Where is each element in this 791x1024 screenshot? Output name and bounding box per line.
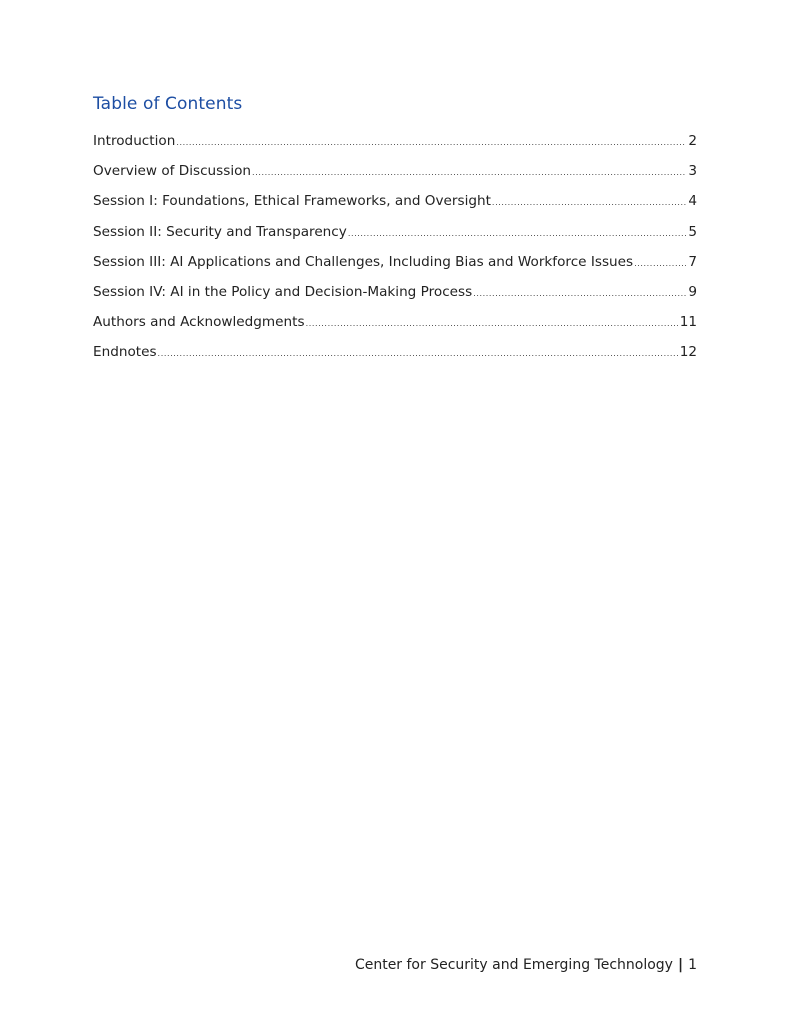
footer-page-number: 1 [688,957,697,973]
toc-entry-label: Session II: Security and Transparency [93,223,347,240]
toc-entry-session-4[interactable] [93,282,697,312]
page-footer [355,957,697,973]
toc-entry-label: Overview of Discussion [93,163,252,180]
toc-entry-label: Introduction [93,133,176,149]
toc-title: Table of Contents [93,94,243,114]
toc-entry-page: 12 [679,344,697,361]
toc-entry-session-3[interactable] [93,252,697,282]
toc-entry-session-1[interactable] [93,191,697,221]
footer-separator: | [677,957,684,973]
toc-dot-leader [306,314,678,334]
toc-entry-page: 3 [688,163,697,180]
toc-dot-leader [634,254,686,274]
toc-entry-label: Session I: Foundations, Ethical Frameworks, and Oversight [93,193,491,210]
toc-entry-page: 2 [688,133,697,149]
toc-entry-page: 7 [688,253,697,270]
toc-entry-label: Endnotes [93,344,157,361]
toc-dot-leader [473,284,686,304]
toc-entry-page: 11 [679,314,697,331]
toc-entry-authors[interactable] [93,312,697,342]
toc-entry-page: 5 [688,223,697,240]
toc-dot-leader [158,344,678,364]
toc-entry-overview[interactable] [93,161,697,191]
toc-dot-leader [176,133,686,153]
toc-entry-endnotes[interactable] [93,342,697,372]
toc-dot-leader [252,163,686,183]
toc-entry-page: 4 [688,193,697,210]
toc-entry-label: Authors and Acknowledgments [93,314,305,331]
footer-organization: Center for Security and Emerging Technology [354,957,673,973]
toc-entry-label: Session IV: AI in the Policy and Decision-Making Process [93,283,473,300]
toc-entry-page: 9 [688,283,697,300]
toc-dot-leader [348,224,687,244]
toc-list [93,131,697,373]
toc-entry-session-2[interactable] [93,222,697,252]
toc-entry-introduction[interactable] [93,131,697,161]
toc-dot-leader [492,193,686,213]
toc-entry-label: Session III: AI Applications and Challenges, Including Bias and Workforce Issues [93,253,634,270]
